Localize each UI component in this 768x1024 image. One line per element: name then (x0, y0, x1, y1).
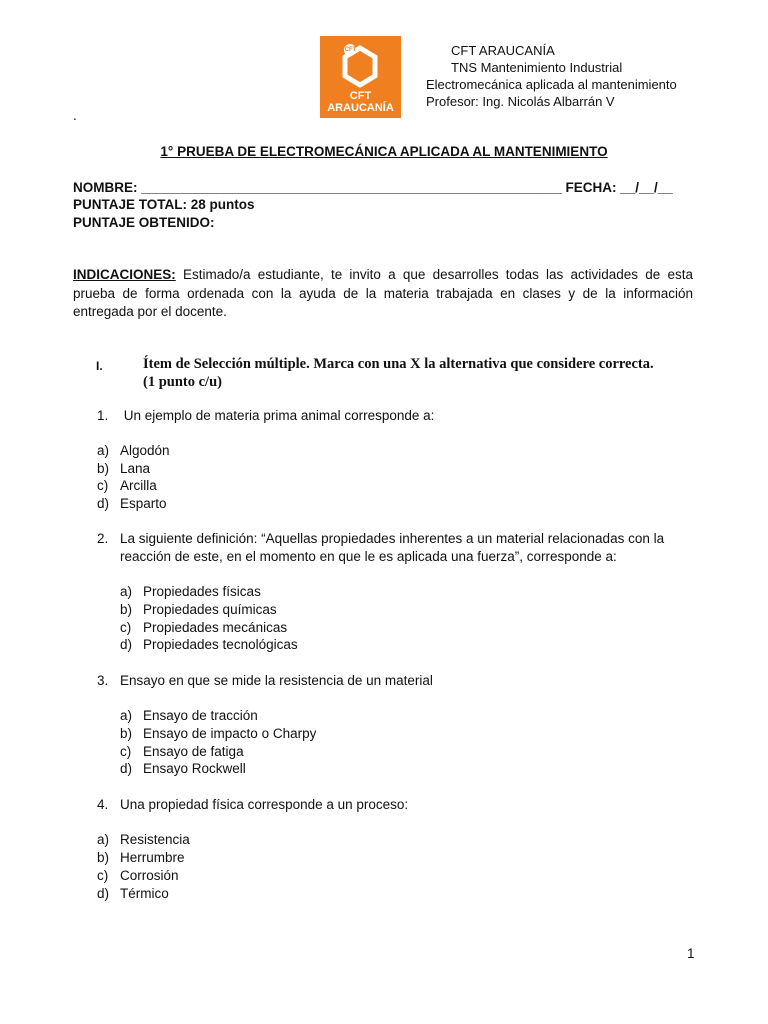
option-letter: b) (97, 850, 110, 865)
question-number: 3. (97, 673, 109, 688)
instructions-text: Estimado/a estudiante, te invito a que desarrolles todas las actividades de esta prueba de forma ordenada con la ayuda de la materia trabajada en clases y de la información entregada por el docente. (73, 267, 693, 319)
program-name: TNS Mantenimiento Industrial (451, 60, 623, 75)
option-letter: a) (120, 708, 133, 723)
name-field (73, 180, 673, 195)
logo-badge: CFT (344, 47, 357, 53)
course-name: Electromecánica aplicada al mantenimiento (426, 77, 677, 92)
logo-line1: CFT (349, 90, 372, 102)
option-letter: b) (120, 726, 133, 741)
option-text: Térmico (120, 886, 169, 901)
section-points: (1 punto c/u) (143, 374, 222, 390)
option-text: Arcilla (120, 478, 157, 493)
question-text: La siguiente definición: “Aquellas propiedades inherentes a un material relacionadas con la (120, 531, 665, 546)
option[interactable] (97, 461, 150, 476)
option-text: Ensayo Rockwell (143, 761, 246, 776)
total-value: 28 puntos (190, 197, 255, 212)
option[interactable] (120, 726, 316, 741)
option[interactable] (97, 478, 157, 493)
stray-dot: . (73, 108, 77, 123)
option-letter: d) (97, 886, 110, 901)
option-text: Propiedades tecnológicas (143, 637, 298, 652)
option-letter: a) (120, 584, 133, 599)
option-text: Resistencia (120, 832, 190, 847)
option-text: Ensayo de tracción (143, 708, 258, 723)
option-letter: b) (97, 461, 110, 476)
question-number: 4. (97, 797, 109, 812)
instructions (73, 266, 693, 322)
option-letter: c) (97, 868, 109, 883)
exam-title: 1° PRUEBA DE ELECTROMECÁNICA APLICADA AL MANTENIMIENTO (160, 144, 608, 159)
page-number: 1 (687, 946, 695, 961)
option[interactable] (97, 850, 185, 865)
question-2 (97, 531, 664, 546)
option-letter: b) (120, 602, 133, 617)
option[interactable] (97, 443, 170, 458)
professor-name: Profesor: Ing. Nicolás Albarrán V (426, 94, 615, 109)
option-letter: d) (120, 637, 133, 652)
total-label: PUNTAJE TOTAL: (73, 197, 187, 212)
option-text: Propiedades mecánicas (143, 620, 288, 635)
name-label: NOMBRE: (73, 180, 138, 195)
option-text: Lana (120, 461, 151, 476)
date-blank: __/__/__ (620, 180, 673, 195)
question-1 (97, 408, 434, 423)
option[interactable] (120, 584, 261, 599)
option-text: Algodón (120, 443, 170, 458)
question-text: Ensayo en que se mide la resistencia de un material (120, 673, 433, 688)
option-letter: d) (120, 761, 133, 776)
name-blank: ________________________________________________________ (141, 180, 562, 195)
option-letter: d) (97, 496, 110, 511)
option[interactable] (97, 832, 190, 847)
option-text: Propiedades químicas (143, 602, 277, 617)
question-text: Una propiedad física corresponde a un proceso: (120, 797, 409, 812)
option-letter: c) (97, 478, 109, 493)
option[interactable] (120, 637, 298, 652)
option-text: Herrumbre (120, 850, 185, 865)
cft-logo (320, 36, 401, 118)
option[interactable] (120, 602, 277, 617)
option[interactable] (120, 744, 244, 759)
option[interactable] (120, 708, 258, 723)
option[interactable] (97, 886, 169, 901)
total-score (73, 197, 255, 212)
section-title: Ítem de Selección múltiple. Marca con una X la alternativa que considere correcta. (143, 356, 654, 372)
obtained-score-label: PUNTAJE OBTENIDO: (73, 215, 215, 230)
institution-name: CFT ARAUCANÍA (451, 43, 555, 58)
option-letter: a) (97, 443, 110, 458)
instructions-label: INDICACIONES: (73, 267, 176, 282)
option-letter: a) (97, 832, 110, 847)
question-number: 1. (97, 408, 109, 423)
option[interactable] (97, 868, 179, 883)
option-text: Ensayo de impacto o Charpy (143, 726, 317, 741)
question-3 (97, 673, 433, 688)
option-text: Propiedades físicas (143, 584, 261, 599)
section-numeral: I. (96, 359, 103, 373)
question-number: 2. (97, 531, 109, 546)
option-letter: c) (120, 620, 132, 635)
question-text-line2: reacción de este, en el momento en que le es aplicada una fuerza”, corresponde a: (120, 549, 617, 564)
option-letter: c) (120, 744, 132, 759)
date-label: FECHA: (565, 180, 617, 195)
option[interactable] (120, 761, 246, 776)
question-4 (97, 797, 408, 812)
question-text: Un ejemplo de materia prima animal corresponde a: (120, 408, 435, 423)
option-text: Corrosión (120, 868, 179, 883)
option[interactable] (97, 496, 167, 511)
logo-line2: ARAUCANÍA (327, 102, 394, 114)
option-text: Esparto (120, 496, 167, 511)
option[interactable] (120, 620, 287, 635)
option-text: Ensayo de fatiga (143, 744, 244, 759)
